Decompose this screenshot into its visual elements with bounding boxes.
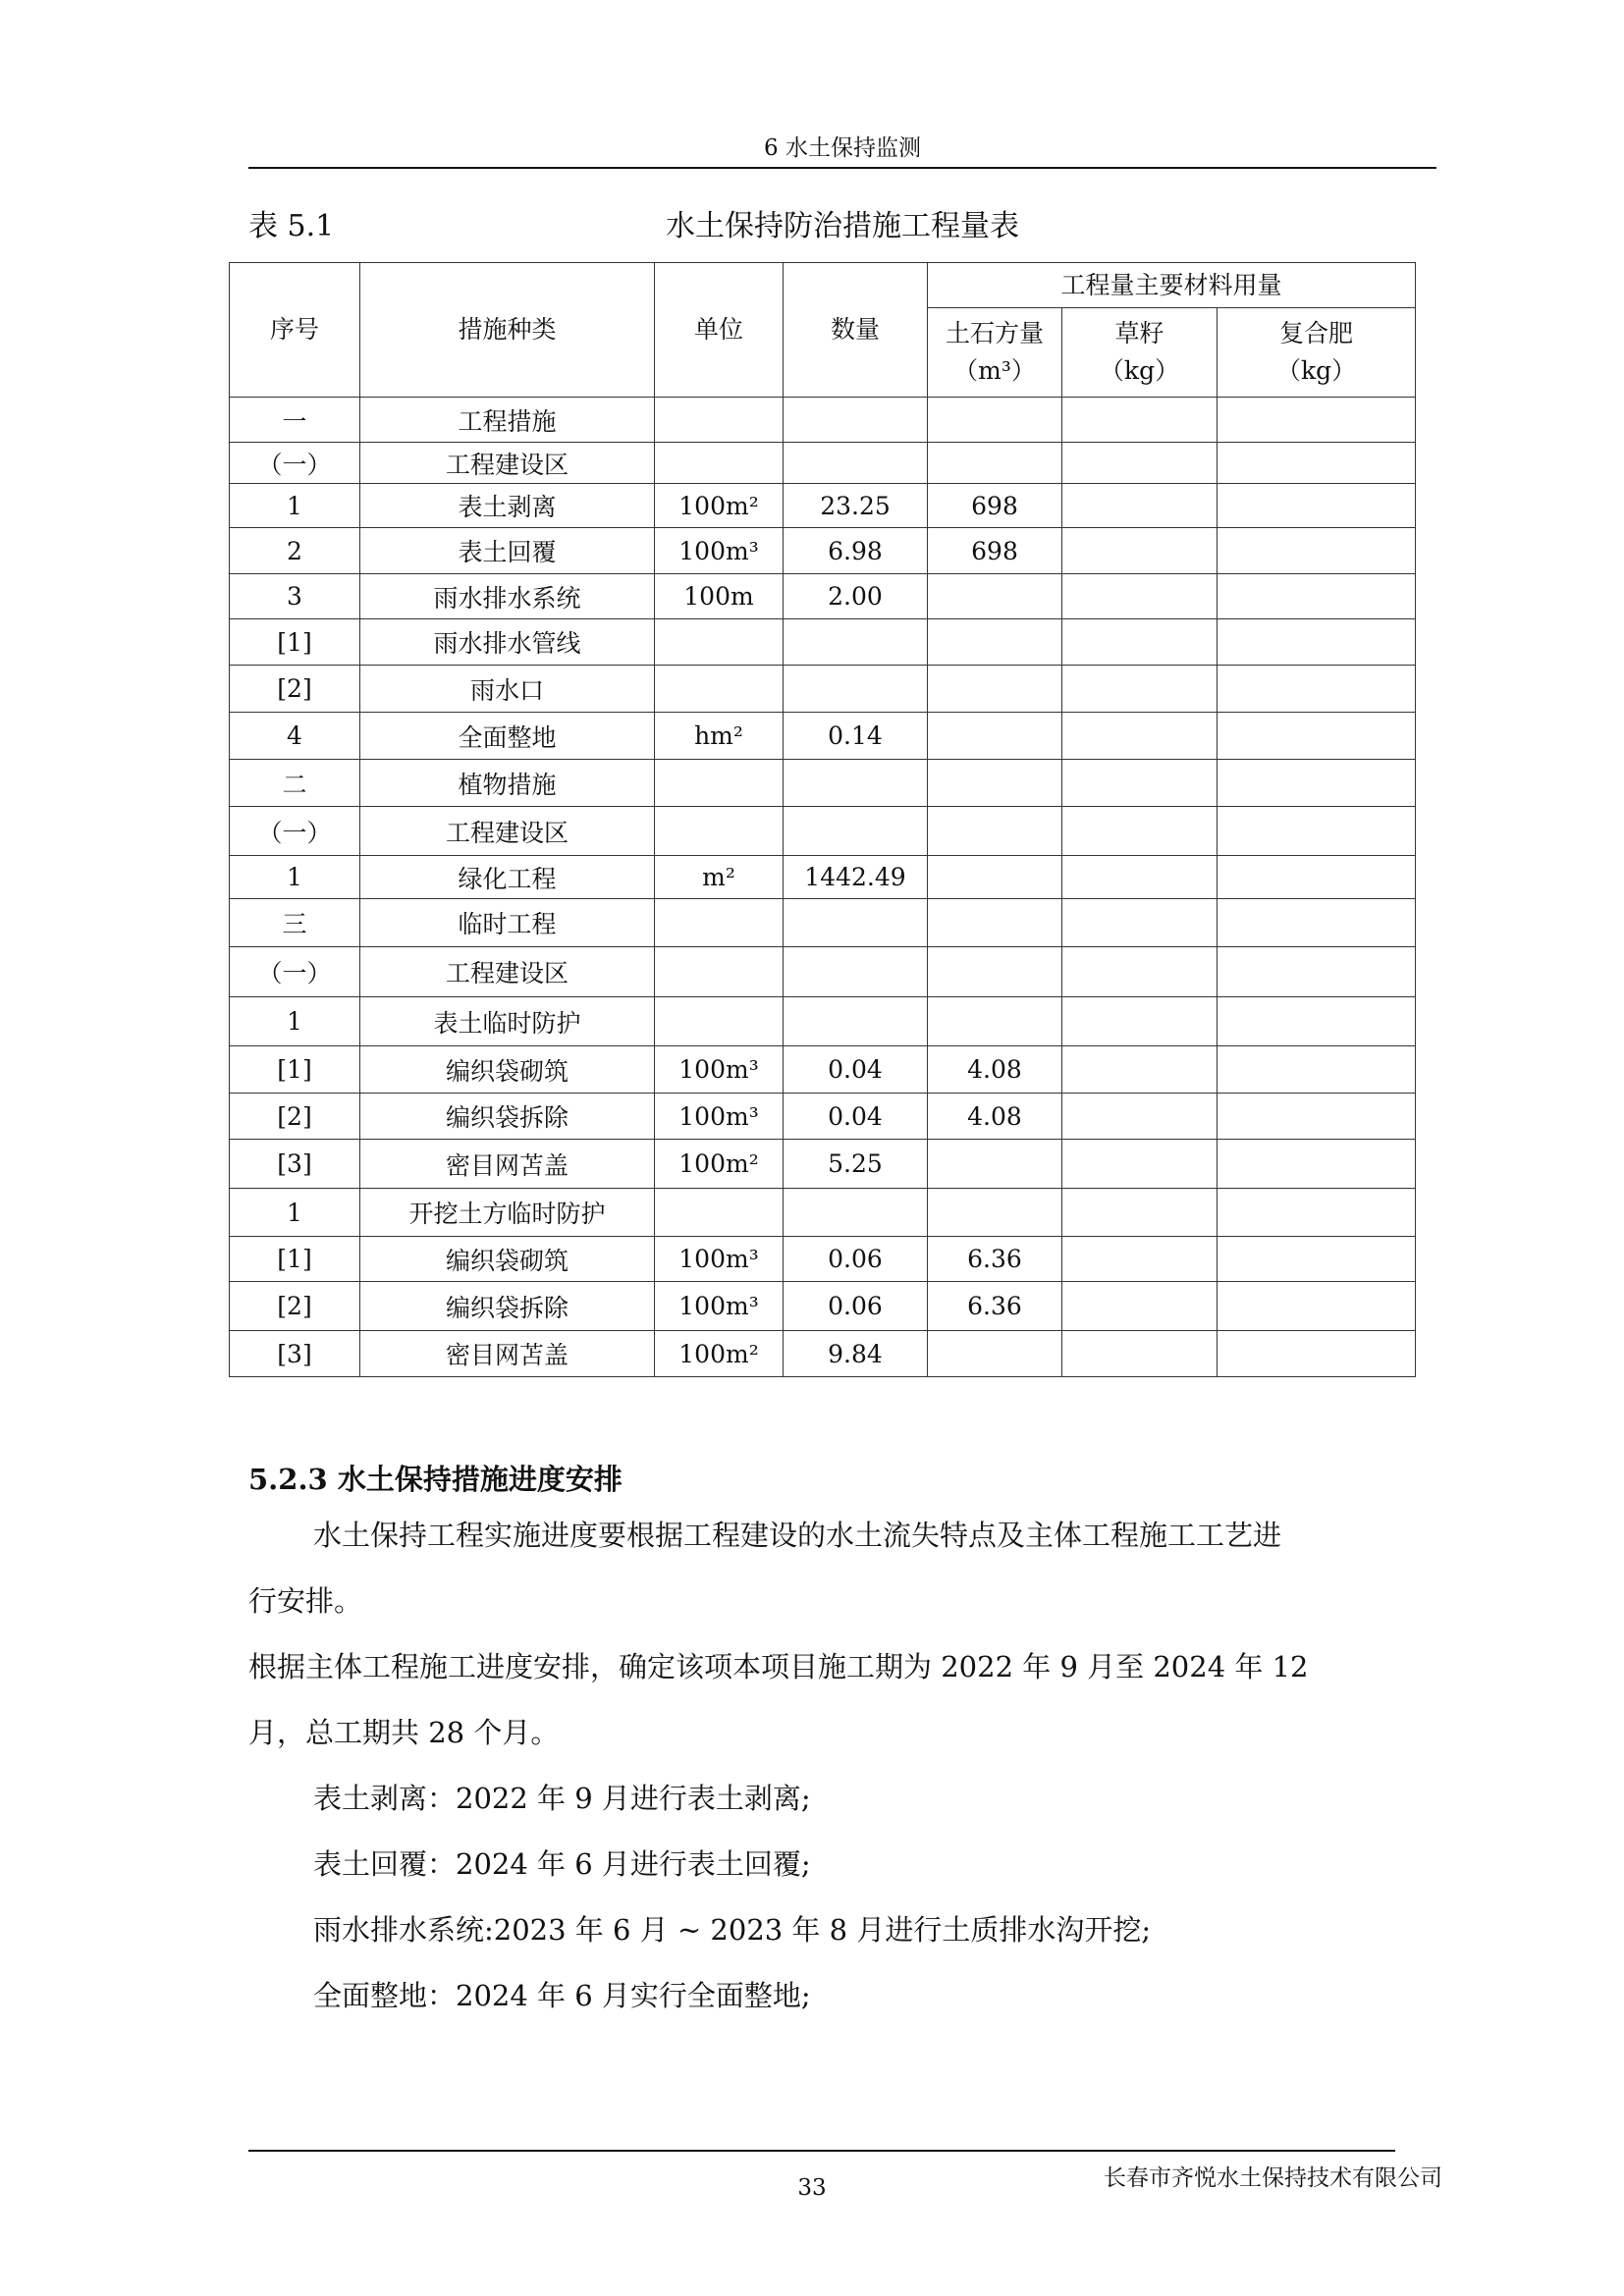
cell-seq: [2] (230, 1282, 360, 1331)
cell-unit: 100m³ (655, 528, 784, 574)
cell-fert (1218, 856, 1416, 899)
table-row (230, 398, 1416, 443)
cell-qty: 0.06 (784, 1282, 928, 1331)
cell-measure: 开挖土方临时防护 (360, 1189, 655, 1237)
table-row (230, 484, 1416, 528)
cell-measure: 密目网苫盖 (360, 1331, 655, 1377)
cell-qty (784, 997, 928, 1046)
cell-fert (1218, 398, 1416, 443)
cell-seed (1062, 666, 1218, 713)
cell-seed (1062, 1282, 1218, 1331)
table-row (230, 574, 1416, 619)
cell-fert (1218, 947, 1416, 997)
cell-unit: 100m (655, 574, 784, 619)
cell-qty: 0.14 (784, 713, 928, 760)
header-rule (248, 167, 1436, 169)
schedule-item-topsoil-backfill: 表土回覆：2024 年 6 月进行表土回覆; (313, 1847, 811, 1881)
table-row (230, 1094, 1416, 1140)
table-number: 表 5.1 (248, 209, 335, 243)
cell-measure: 编织袋拆除 (360, 1282, 655, 1331)
running-header: 6 水土保持监测 (764, 135, 921, 161)
cell-seq: （一） (230, 443, 360, 484)
cell-seq: [2] (230, 666, 360, 713)
cell-seq: （一） (230, 947, 360, 997)
paragraph-1-line-2: 行安排。 (248, 1584, 363, 1618)
cell-fert (1218, 1189, 1416, 1237)
cell-seed (1062, 1094, 1218, 1140)
cell-earth (928, 619, 1062, 666)
cell-earth: 4.08 (928, 1094, 1062, 1140)
table-row (230, 997, 1416, 1046)
cell-qty (784, 899, 928, 947)
cell-measure: 编织袋砌筑 (360, 1046, 655, 1094)
cell-earth: 4.08 (928, 1046, 1062, 1094)
cell-qty: 0.04 (784, 1094, 928, 1140)
cell-seed (1062, 528, 1218, 574)
col-unit-header: 单位 (655, 263, 784, 398)
cell-unit: 100m³ (655, 1094, 784, 1140)
cell-seq: [1] (230, 1046, 360, 1094)
cell-earth (928, 443, 1062, 484)
table-row (230, 899, 1416, 947)
cell-seq: 3 (230, 574, 360, 619)
table-row (230, 1140, 1416, 1189)
cell-seq: [1] (230, 1237, 360, 1282)
section-heading: 5.2.3 水土保持措施进度安排 (248, 1463, 623, 1496)
table-row (230, 528, 1416, 574)
materials-group-header: 工程量主要材料用量 (928, 263, 1416, 308)
cell-qty (784, 443, 928, 484)
cell-unit (655, 899, 784, 947)
footer-company: 长春市齐悦水土保持技术有限公司 (1104, 2165, 1442, 2191)
cell-unit: 100m² (655, 484, 784, 528)
cell-seed (1062, 899, 1218, 947)
cell-seq: 1 (230, 856, 360, 899)
cell-fert (1218, 1331, 1416, 1377)
cell-seed (1062, 1189, 1218, 1237)
cell-measure: 表土回覆 (360, 528, 655, 574)
col-qty-header: 数量 (784, 263, 928, 398)
cell-fert (1218, 807, 1416, 856)
cell-unit: 100m³ (655, 1282, 784, 1331)
cell-seed (1062, 574, 1218, 619)
cell-earth (928, 1140, 1062, 1189)
cell-seed (1062, 856, 1218, 899)
cell-measure: 表土剥离 (360, 484, 655, 528)
cell-seed (1062, 398, 1218, 443)
cell-seq: 一 (230, 398, 360, 443)
cell-measure: 编织袋砌筑 (360, 1237, 655, 1282)
cell-seed (1062, 484, 1218, 528)
cell-unit (655, 947, 784, 997)
col-seed-header: 草籽（kg） (1062, 308, 1218, 398)
cell-seed (1062, 760, 1218, 807)
cell-measure: 工程措施 (360, 398, 655, 443)
paragraph-1-line-1: 水土保持工程实施进度要根据工程建设的水土流失特点及主体工程施工工艺进 (313, 1519, 1282, 1552)
cell-fert (1218, 528, 1416, 574)
cell-seed (1062, 1237, 1218, 1282)
cell-fert (1218, 1282, 1416, 1331)
cell-seq: （一） (230, 807, 360, 856)
cell-earth (928, 1331, 1062, 1377)
cell-measure: 绿化工程 (360, 856, 655, 899)
cell-unit (655, 666, 784, 713)
cell-measure: 工程建设区 (360, 947, 655, 997)
cell-qty (784, 807, 928, 856)
col-seq-header: 序号 (230, 263, 360, 398)
table-title: 水土保持防治措施工程量表 (666, 209, 1019, 243)
cell-earth (928, 574, 1062, 619)
cell-seed (1062, 619, 1218, 666)
cell-earth: 6.36 (928, 1237, 1062, 1282)
cell-measure: 临时工程 (360, 899, 655, 947)
cell-fert (1218, 997, 1416, 1046)
cell-fert (1218, 1140, 1416, 1189)
cell-fert (1218, 1046, 1416, 1094)
cell-unit (655, 398, 784, 443)
cell-measure: 密目网苫盖 (360, 1140, 655, 1189)
cell-fert (1218, 443, 1416, 484)
cell-unit (655, 760, 784, 807)
cell-fert (1218, 1237, 1416, 1282)
table-body (230, 398, 1416, 1377)
cell-seq: 4 (230, 713, 360, 760)
cell-earth (928, 856, 1062, 899)
cell-qty (784, 666, 928, 713)
cell-earth: 698 (928, 484, 1062, 528)
schedule-item-topsoil-stripping: 表土剥离：2022 年 9 月进行表土剥离; (313, 1782, 811, 1815)
cell-seq: [3] (230, 1140, 360, 1189)
cell-seed (1062, 1331, 1218, 1377)
cell-earth: 698 (928, 528, 1062, 574)
cell-fert (1218, 574, 1416, 619)
cell-qty: 5.25 (784, 1140, 928, 1189)
footer-rule (248, 2150, 1395, 2152)
cell-seed (1062, 807, 1218, 856)
cell-measure: 工程建设区 (360, 443, 655, 484)
table-row (230, 666, 1416, 713)
cell-seq: [3] (230, 1331, 360, 1377)
cell-unit (655, 619, 784, 666)
cell-seed (1062, 443, 1218, 484)
cell-measure: 雨水口 (360, 666, 655, 713)
cell-measure: 雨水排水系统 (360, 574, 655, 619)
table-row (230, 807, 1416, 856)
table-row (230, 1046, 1416, 1094)
cell-unit (655, 443, 784, 484)
cell-seq: 二 (230, 760, 360, 807)
cell-seq: 1 (230, 484, 360, 528)
cell-seed (1062, 997, 1218, 1046)
cell-unit: 100m³ (655, 1237, 784, 1282)
cell-unit: m² (655, 856, 784, 899)
paragraph-2-line-2: 月，总工期共 28 个月。 (248, 1716, 560, 1749)
cell-earth (928, 760, 1062, 807)
cell-unit (655, 997, 784, 1046)
cell-earth (928, 947, 1062, 997)
cell-earth (928, 666, 1062, 713)
cell-qty: 0.04 (784, 1046, 928, 1094)
cell-earth (928, 1189, 1062, 1237)
schedule-item-land-grading: 全面整地：2024 年 6 月实行全面整地; (313, 1979, 811, 2012)
cell-fert (1218, 484, 1416, 528)
cell-qty: 0.06 (784, 1237, 928, 1282)
table-caption (248, 201, 1436, 243)
cell-measure: 编织袋拆除 (360, 1094, 655, 1140)
cell-unit: hm² (655, 713, 784, 760)
cell-qty: 2.00 (784, 574, 928, 619)
cell-fert (1218, 899, 1416, 947)
cell-earth (928, 398, 1062, 443)
cell-qty (784, 760, 928, 807)
cell-seed (1062, 1140, 1218, 1189)
cell-measure: 工程建设区 (360, 807, 655, 856)
cell-measure: 全面整地 (360, 713, 655, 760)
cell-seq: 1 (230, 1189, 360, 1237)
cell-seed (1062, 1046, 1218, 1094)
cell-qty: 9.84 (784, 1331, 928, 1377)
table-row (230, 760, 1416, 807)
cell-fert (1218, 619, 1416, 666)
table-row (230, 619, 1416, 666)
cell-earth (928, 997, 1062, 1046)
quantities-table (229, 262, 1416, 1377)
cell-measure: 雨水排水管线 (360, 619, 655, 666)
cell-unit: 100m² (655, 1140, 784, 1189)
cell-seq: 2 (230, 528, 360, 574)
col-measure-header: 措施种类 (360, 263, 655, 398)
col-earth-header: 土石方量（m³） (928, 308, 1062, 398)
cell-earth: 6.36 (928, 1282, 1062, 1331)
cell-seq: 1 (230, 997, 360, 1046)
cell-earth (928, 807, 1062, 856)
table-row (230, 1282, 1416, 1331)
cell-fert (1218, 713, 1416, 760)
cell-seed (1062, 947, 1218, 997)
cell-seq: [1] (230, 619, 360, 666)
table-row (230, 947, 1416, 997)
cell-unit (655, 1189, 784, 1237)
cell-qty: 6.98 (784, 528, 928, 574)
cell-seq: 三 (230, 899, 360, 947)
table-row (230, 713, 1416, 760)
cell-measure: 表土临时防护 (360, 997, 655, 1046)
cell-unit (655, 807, 784, 856)
cell-qty (784, 947, 928, 997)
cell-fert (1218, 760, 1416, 807)
cell-qty (784, 619, 928, 666)
col-fert-header: 复合肥（kg） (1218, 308, 1416, 398)
cell-qty (784, 1189, 928, 1237)
cell-measure: 植物措施 (360, 760, 655, 807)
cell-qty: 1442.49 (784, 856, 928, 899)
cell-seq: [2] (230, 1094, 360, 1140)
page-number: 33 (797, 2175, 827, 2201)
cell-qty: 23.25 (784, 484, 928, 528)
cell-qty (784, 398, 928, 443)
cell-fert (1218, 666, 1416, 713)
paragraph-2-line-1: 根据主体工程施工进度安排，确定该项本项目施工期为 2022 年 9 月至 2024 年 12 (248, 1650, 1309, 1683)
cell-unit: 100m² (655, 1331, 784, 1377)
cell-seed (1062, 713, 1218, 760)
table-row (230, 856, 1416, 899)
cell-earth (928, 899, 1062, 947)
table-row (230, 443, 1416, 484)
cell-unit: 100m³ (655, 1046, 784, 1094)
table-row (230, 1237, 1416, 1282)
cell-earth (928, 713, 1062, 760)
table-row (230, 1331, 1416, 1377)
table-row (230, 1189, 1416, 1237)
schedule-item-drainage: 雨水排水系统:2023 年 6 月 ~ 2023 年 8 月进行土质排水沟开挖; (313, 1913, 1152, 1947)
cell-fert (1218, 1094, 1416, 1140)
